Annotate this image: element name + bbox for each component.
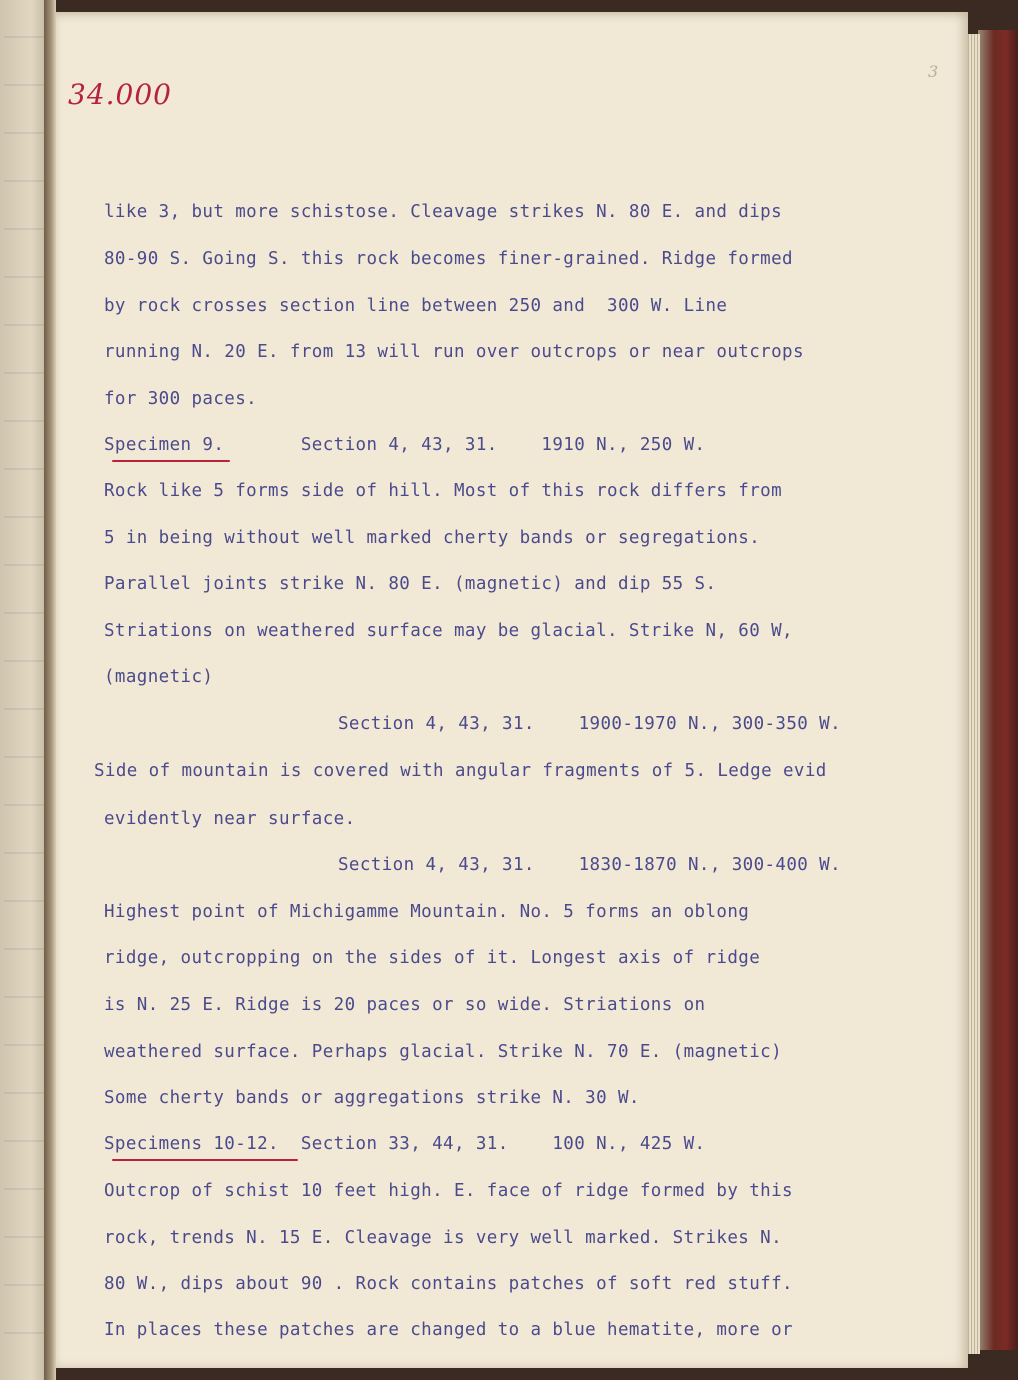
book-cover-edge [978, 30, 1018, 1350]
text-line: evidently near surface. [104, 809, 356, 829]
text-line: Highest point of Michigamme Mountain. No. 5 forms an oblong [104, 902, 750, 922]
book-gutter [44, 0, 56, 1380]
specimen-underline [112, 1159, 298, 1161]
text-line: ridge, outcropping on the sides of it. Longest axis of ridge [104, 948, 761, 968]
text-line: running N. 20 E. from 13 will run over outcrops or near outcrops [104, 342, 804, 362]
text-line: Section 4, 43, 31. 1830-1870 N., 300-400 W. [338, 855, 842, 875]
text-line: by rock crosses section line between 250 and 300 W. Line [104, 296, 728, 316]
text-line: rock, trends N. 15 E. Cleavage is very well marked. Strikes N. [104, 1228, 783, 1248]
text-line: Striations on weathered surface may be glacial. Strike N, 60 W, [104, 621, 793, 641]
text-line: 80-90 S. Going S. this rock becomes finer-grained. Ridge formed [104, 249, 793, 269]
specimen-underline [112, 460, 230, 462]
text-line: Section 4, 43, 31. 1900-1970 N., 300-350 W. [338, 714, 842, 734]
text-line: Rock like 5 forms side of hill. Most of this rock differs from [104, 481, 783, 501]
text-line: Parallel joints strike N. 80 E. (magnetic) and dip 55 S. [104, 574, 717, 594]
text-line: weathered surface. Perhaps glacial. Strike N. 70 E. (magnetic) [104, 1042, 783, 1062]
text-line: Specimens 10-12. Section 33, 44, 31. 100 N., 425 W. [104, 1134, 706, 1154]
text-line: Side of mountain is covered with angular fragments of 5. Ledge evid [94, 761, 827, 781]
text-line: 5 in being without well marked cherty bands or segregations. [104, 528, 761, 548]
text-line: In places these patches are changed to a blue hematite, more or [104, 1320, 793, 1340]
text-line: Specimen 9. Section 4, 43, 31. 1910 N., 250 W. [104, 435, 706, 455]
text-line: 80 W., dips about 90 . Rock contains patches of soft red stuff. [104, 1274, 793, 1294]
page-number: 3 [928, 62, 939, 81]
text-line: Outcrop of schist 10 feet high. E. face of ridge formed by this [104, 1181, 793, 1201]
text-line: (magnetic) [104, 667, 214, 687]
text-line: like 3, but more schistose. Cleavage strikes N. 80 E. and dips [104, 202, 783, 222]
text-line: is N. 25 E. Ridge is 20 paces or so wide. Striations on [104, 995, 706, 1015]
facing-page-text-bleed [4, 0, 44, 1380]
text-line: Some cherty bands or aggregations strike N. 30 W. [104, 1088, 640, 1108]
text-line: for 300 paces. [104, 389, 258, 409]
handwritten-number: 34.000 [68, 78, 172, 111]
